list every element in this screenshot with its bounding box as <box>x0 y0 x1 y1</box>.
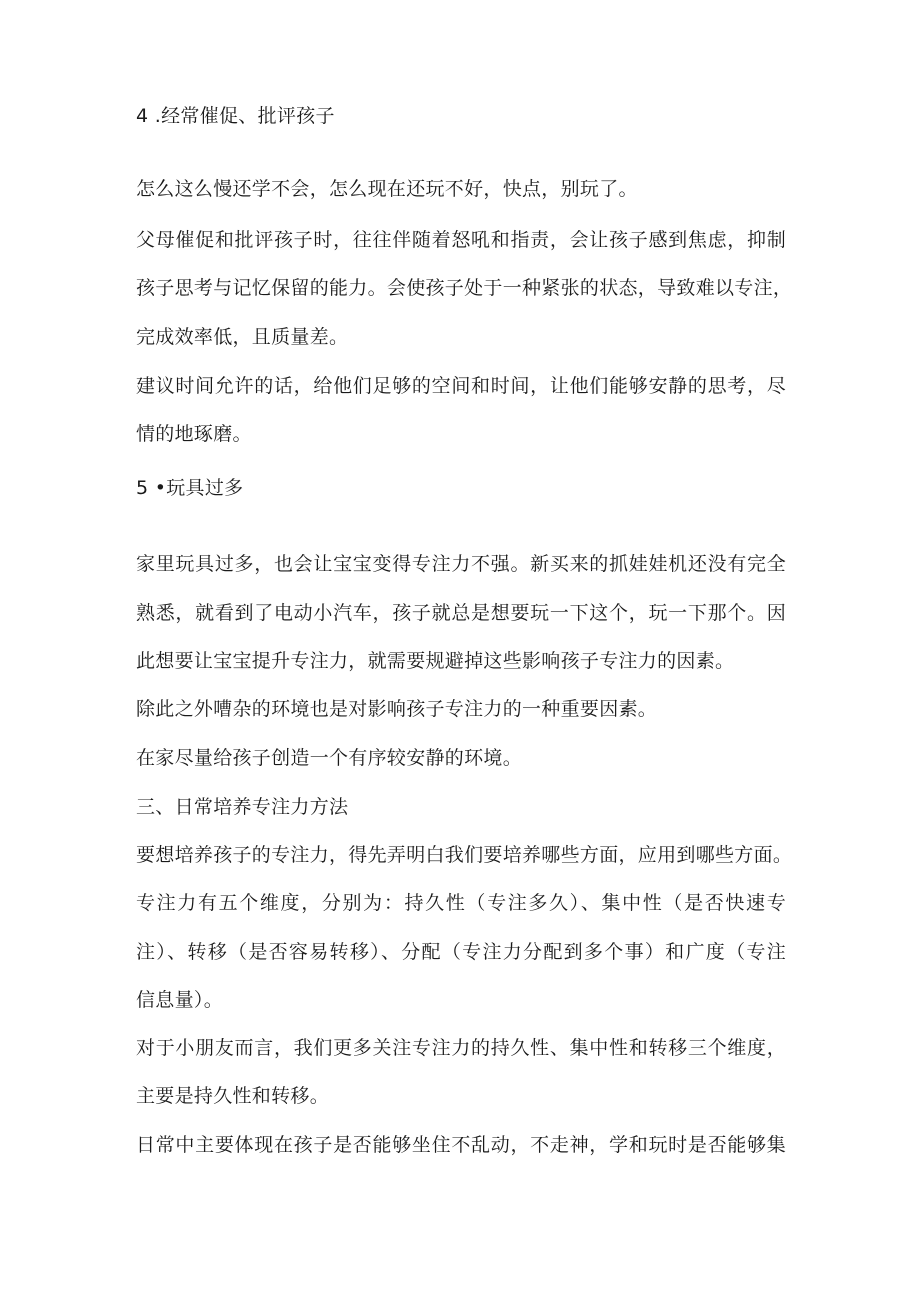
paragraph-line: 父母催促和批评孩子时，往往伴随着怒吼和指责，会让孩子感到焦虑，抑制 <box>136 229 786 251</box>
paragraph-line: 对于小朋友而言，我们更多关注专注力的持久性、集中性和转移三个维度， <box>136 1037 786 1059</box>
paragraph-line: 日常中主要体现在孩子是否能够坐住不乱动，不走神，学和玩时是否能够集 <box>136 1134 786 1156</box>
paragraph-line: 孩子思考与记忆保留的能力。会使孩子处于一种紧张的状态，导致难以专注， <box>136 277 793 299</box>
paragraph-line: 信息量）。 <box>136 989 224 1011</box>
section-heading: 三、日常培养专注力方法 <box>136 796 349 818</box>
paragraph-line: 专注力有五个维度，分别为：持久性（专注多久）、集中性（是否快速专 <box>136 892 786 914</box>
paragraph-line: 主要是持久性和转移。 <box>136 1085 330 1107</box>
paragraph-line: 除此之外嘈杂的环境也是对影响孩子专注力的一种重要因素。 <box>136 698 658 720</box>
paragraph-line: 注）、转移（是否容易转移）、分配（专注力分配到多个事）和广度（专注 <box>136 941 786 963</box>
heading-4: 4 .经常催促、批评孩子 <box>136 105 335 127</box>
paragraph-line: 要想培养孩子的专注力，得先弄明白我们要培养哪些方面，应用到哪些方面。 <box>136 844 793 866</box>
paragraph-line: 情的地琢磨。 <box>136 423 252 445</box>
paragraph-line: 熟悉，就看到了电动小汽车，孩子就总是想要玩一下这个，玩一下那个。因 <box>136 602 786 624</box>
paragraph-line: 此想要让宝宝提升专注力，就需要规避掉这些影响孩子专注力的因素。 <box>136 650 735 672</box>
paragraph-line: 建议时间允许的话，给他们足够的空间和时间，让他们能够安静的思考，尽 <box>136 375 786 397</box>
paragraph-line: 在家尽量给孩子创造一个有序较安静的环境。 <box>136 747 523 769</box>
paragraph-line: 家里玩具过多，也会让宝宝变得专注力不强。新买来的抓娃娃机还没有完全 <box>136 553 786 575</box>
heading-5: 5 •玩具过多 <box>136 477 244 499</box>
paragraph-line: 完成效率低，且质量差。 <box>136 326 349 348</box>
paragraph-line: 怎么这么慢还学不会，怎么现在还玩不好，快点，别玩了。 <box>136 178 638 200</box>
